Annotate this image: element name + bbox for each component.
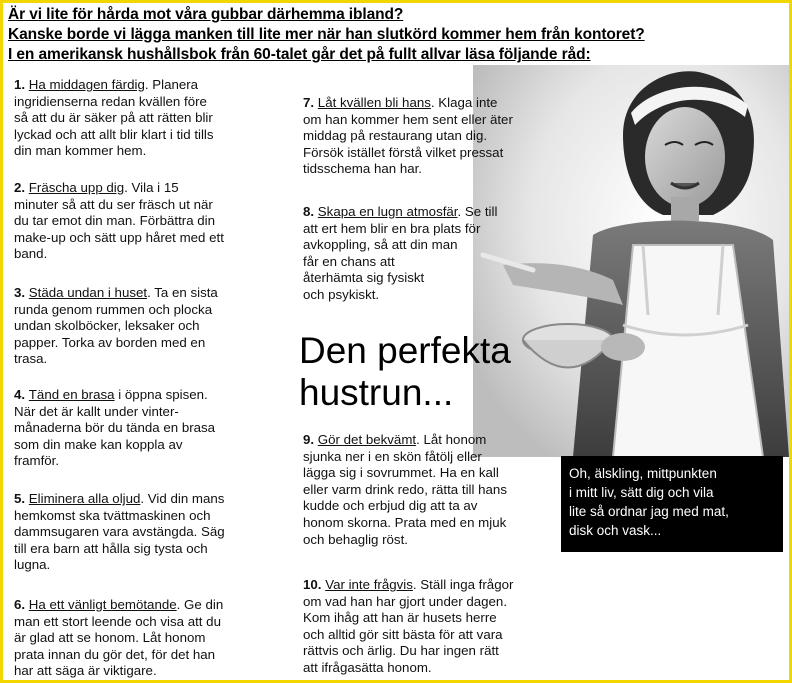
tip-text: Klaga inte	[438, 95, 498, 110]
tip-text: att ifrågasätta honom.	[303, 659, 432, 675]
tip-title: Gör det bekvämt	[317, 432, 417, 447]
tip-text: återhämta sig fysiskt	[303, 270, 425, 286]
tip-text: kudde och erbjud dig att ta av	[303, 498, 478, 514]
tip-text: att ert hem blir en bra plats för	[303, 220, 481, 236]
tip-text: framför.	[14, 453, 60, 469]
tip-text: så att du är säker på att rätten blir	[14, 110, 213, 126]
tip-text: om han kommer hem sent eller äter	[303, 111, 513, 127]
tip-text: Låt honom	[423, 432, 487, 447]
quote-line: i mitt liv, sätt dig och vila	[569, 485, 714, 500]
tip-text: sjunka ner i en skön fåtölj eller	[303, 448, 482, 464]
tip-text: om vad han har gjort under dagen.	[303, 593, 508, 609]
tip-text: prata innan du gör det, för det han	[14, 646, 216, 662]
headline	[299, 330, 511, 414]
tip-10: 10. Var inte frågvis. Ställ inga frågor om vad han har gjort under dagen. Kom ihåg att han är husets herre och alltid gör sitt bästa för att vara rättvis och ärlig. Du har ingen rätt att ifrågasätta honom.	[303, 577, 514, 675]
tip-number: 1	[14, 77, 22, 92]
headline-line-2: hustrun...	[299, 372, 454, 413]
tip-number: 10	[303, 577, 318, 592]
tip-title: Fräscha upp dig	[28, 180, 125, 195]
tip-text: och psykiskt.	[303, 286, 380, 302]
tip-text: lägga sig i sovrummet. Ha en kall	[303, 465, 499, 481]
tip-text: Vila i 15	[131, 180, 179, 195]
tip-text: lugna.	[14, 557, 51, 573]
tip-text: får en chans att	[303, 253, 395, 269]
header-line-1: Är vi lite för hårda mot våra gubbar därhemma ibland?	[8, 6, 404, 23]
tip-title: Låt kvällen bli hans	[317, 95, 431, 110]
tip-8: 8. Skapa en lugn atmosfär. Se till att ert hem blir en bra plats för avkoppling, så att din man får en chans att återhämta sig fysiskt och psykiskt.	[303, 204, 498, 302]
tip-title: Ha ett vänligt bemötande	[28, 597, 177, 612]
tip-text: har att säga är viktigare.	[14, 663, 157, 679]
housewife-photo	[473, 65, 789, 457]
tip-text: Ta en sista	[154, 285, 218, 300]
tip-text: minuter så att du ser fräsch ut när	[14, 196, 213, 212]
tip-title: Skapa en lugn atmosfär	[317, 204, 458, 219]
tip-text: hemkomst ska tvättmaskinen och	[14, 507, 211, 523]
headline-line-1: Den perfekta	[299, 330, 511, 371]
tip-text: dammsugaren vara avstängda. Säg	[14, 524, 225, 540]
tip-number: 7	[303, 95, 311, 110]
tip-text: månaderna bör du tända en brasa	[14, 420, 216, 436]
tip-text: honom skorna. Prata med en mjuk	[303, 514, 507, 530]
tip-title: Tänd en brasa	[28, 387, 115, 402]
header	[8, 5, 788, 65]
quote-line: lite så ordnar jag med mat,	[569, 504, 729, 519]
tip-9: 9. Gör det bekvämt. Låt honom sjunka ner i en skön fåtölj eller lägga sig i sovrummet. Ha en kall eller varm drink redo, rätta till hans kudde och erbjud dig att ta av honom skorna. Prata med en mjuk och behaglig röst.	[303, 432, 507, 547]
tip-text: lyckad och att allt blir klart i tid tills	[14, 126, 214, 142]
tip-text: i öppna spisen.	[118, 387, 208, 402]
tip-number: 4	[14, 387, 22, 402]
tip-7: 7. Låt kvällen bli hans. Klaga inte om han kommer hem sent eller äter middag på restaurang utan dig. Försök istället förstå vilket pressat tidsschema han har.	[303, 95, 513, 177]
tip-text: rättvis och ärlig. Du har ingen rätt	[303, 643, 499, 659]
header-line-2: Kanske borde vi lägga manken till lite mer när han slutkörd kommer hem från kontoret?	[8, 26, 645, 43]
tip-number: 3	[14, 285, 22, 300]
tip-6: 6. Ha ett vänligt bemötande. Ge din man ett stort leende och visa att du är glad att se honom. Låt honom prata innan du gör det, för det han har att säga är viktigare.	[14, 597, 224, 679]
tip-text: din man kommer hem.	[14, 143, 147, 159]
tip-text: Se till	[464, 204, 498, 219]
tip-text: ingridienserna redan kvällen före	[14, 93, 207, 109]
tip-3: 3. Städa undan i huset. Ta en sista runda genom rummen och plocka undan skolböcker, leksaker och papper. Torka av borden med en trasa.	[14, 285, 218, 367]
tip-number: 5	[14, 491, 22, 506]
tip-text: papper. Torka av borden med en	[14, 334, 206, 350]
tip-text: trasa.	[14, 351, 48, 367]
tip-text: När det är kallt under vinter-	[14, 403, 179, 419]
tip-1: 1. Ha middagen färdig. Planera ingridienserna redan kvällen före så att du är säker på att rätten blir lyckad och att allt blir klart i tid tills din man kommer hem.	[14, 77, 214, 159]
header-line-3: I en amerikansk hushållsbok från 60-talet går det på fullt allvar läsa följande råd:	[8, 46, 591, 63]
tip-text: och behaglig röst.	[303, 531, 408, 547]
tip-5: 5. Eliminera alla oljud. Vid din mans hemkomst ska tvättmaskinen och dammsugaren vara avstängda. Säg till era barn att hålla sig tysta och lugna.	[14, 491, 225, 573]
quote-line: disk och vask...	[569, 523, 662, 538]
tip-text: eller varm drink redo, rätta till hans	[303, 481, 507, 497]
tip-text: till era barn att hålla sig tysta och	[14, 540, 208, 556]
tip-text: Vid din mans	[147, 491, 225, 506]
tip-text: Ställ inga frågor	[420, 577, 514, 592]
quote-line: Oh, älskling, mittpunkten	[569, 466, 717, 481]
tip-4: 4. Tänd en brasa i öppna spisen. När det är kallt under vinter- månaderna bör du tända en brasa som din make kan koppla av framför.	[14, 387, 216, 469]
tip-text: man ett stort leende och visa att du	[14, 613, 221, 629]
tip-text: undan skolböcker, leksaker och	[14, 318, 200, 334]
tip-text: make-up och sätt upp håret med ett	[14, 229, 224, 245]
tip-title: Eliminera alla oljud	[28, 491, 141, 506]
tip-text: runda genom rummen och plocka	[14, 301, 213, 317]
tip-number: 6	[14, 597, 22, 612]
tip-text: Planera	[152, 77, 199, 92]
tip-number: 2	[14, 180, 22, 195]
tip-title: Ha middagen färdig	[28, 77, 145, 92]
tip-text: Försök istället förstå vilket pressat	[303, 144, 504, 160]
tip-text: du tar emot din man. Förbättra din	[14, 213, 216, 229]
quote-box	[561, 456, 783, 552]
tip-2: 2. Fräscha upp dig. Vila i 15 minuter så att du ser fräsch ut när du tar emot din man. Förbättra din make-up och sätt upp håret med ett band.	[14, 180, 224, 262]
tip-text: band.	[14, 246, 48, 262]
tip-text: som din make kan koppla av	[14, 436, 183, 452]
tip-text: och alltid gör sitt bästa för att vara	[303, 626, 503, 642]
tip-text: avkoppling, så att din man	[303, 237, 458, 253]
tip-text: är glad att se honom. Låt honom	[14, 630, 206, 646]
tip-title: Städa undan i huset	[28, 285, 148, 300]
tip-text: Ge din	[184, 597, 224, 612]
tip-title: Var inte frågvis	[325, 577, 413, 592]
tip-text: tidsschema han har.	[303, 161, 423, 177]
tip-number: 9	[303, 432, 311, 447]
tip-text: middag på restaurang utan dig.	[303, 128, 488, 144]
tip-number: 8	[303, 204, 311, 219]
tip-text: Kom ihåg att han är husets herre	[303, 610, 497, 626]
